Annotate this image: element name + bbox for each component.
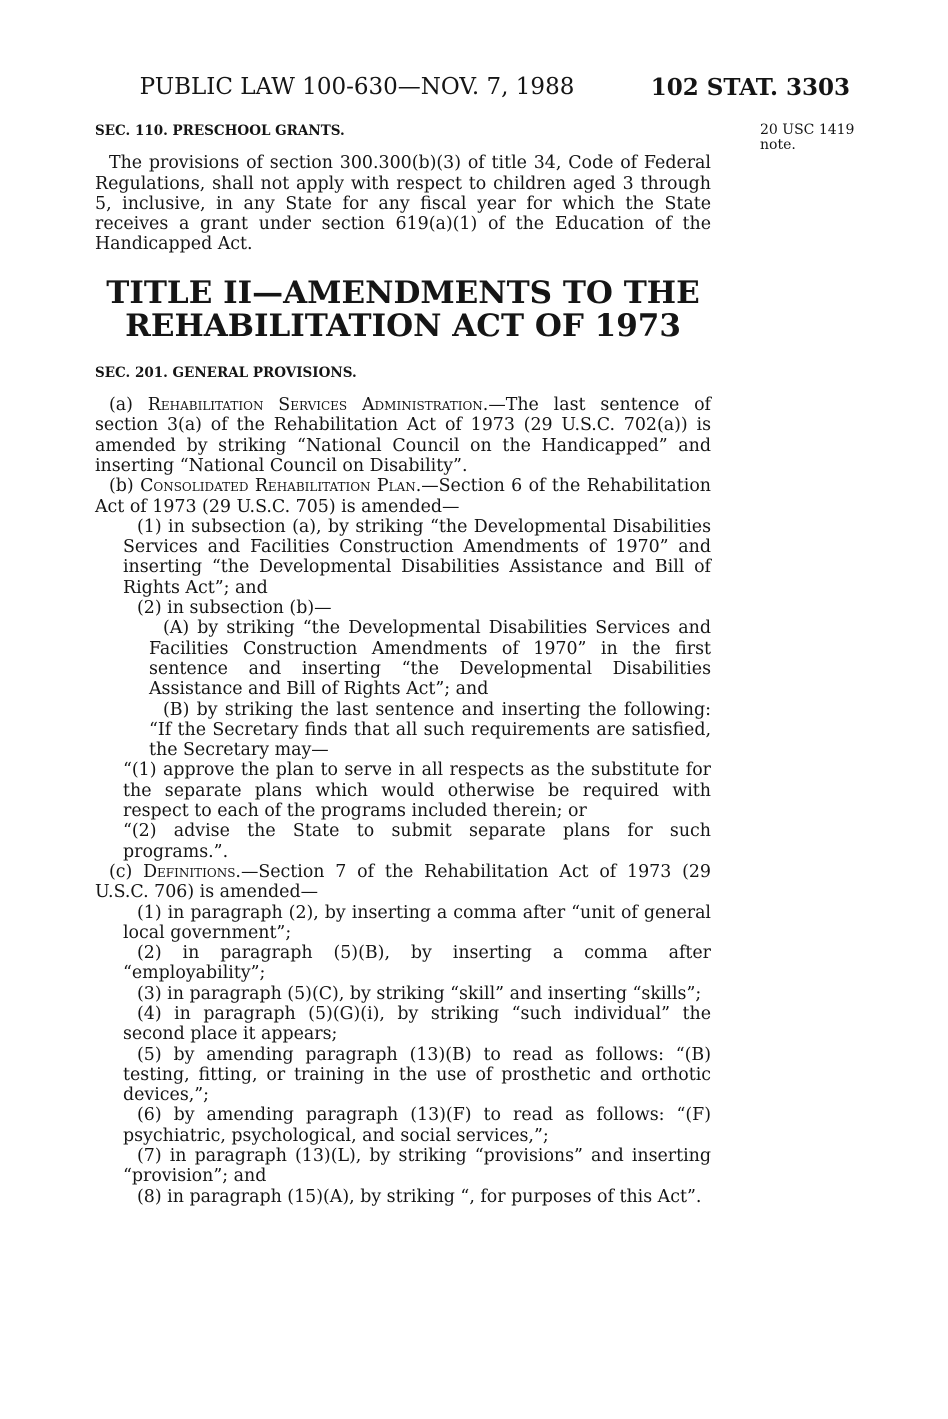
- subsection-b: [95, 476, 711, 517]
- margin-note-label: note.: [760, 137, 796, 153]
- quoted-paragraph-2: “(2) advise the State to submit separate plans for such programs.”.: [123, 821, 711, 862]
- subsection-c-label: (c): [109, 861, 144, 882]
- title-heading: [95, 274, 711, 344]
- paragraph-c3: (3) in paragraph (5)(C), by striking “skill” and inserting “skills”;: [137, 983, 702, 1004]
- paragraph-c4: (4) in paragraph (5)(G)(i), by striking “such individual” the second place it appears;: [123, 1003, 711, 1045]
- paragraph-c7: (7) in paragraph (13)(L), by striking “provisions” and inserting “provision”; and: [123, 1146, 711, 1187]
- subsection-a-text: .—The last sentence of section 3(a) of the Rehabilitation Act of 1973 (29 U.S.C. 702(a)) is amended by striking “National Council on the Handicapped” and inserting “National Council on Disability”.: [95, 395, 711, 476]
- subsection-c-caption: Definitions: [143, 861, 236, 882]
- paragraph-c1: (1) in paragraph (2), by inserting a comma after “unit of general local government”;: [123, 902, 711, 943]
- paragraph-c8: (8) in paragraph (15)(A), by striking “, for purposes of this Act”.: [137, 1186, 702, 1207]
- paragraph-c5: (5) by amending paragraph (13)(B) to read as follows: “(B) testing, fitting, or training in the use of prosthetic and orthotic devices,”;: [123, 1044, 711, 1106]
- subsection-b-text: .—Section 6 of the Rehabilitation Act of 1973 (29 U.S.C. 705) is amended—: [95, 476, 712, 517]
- subsection-c: [95, 862, 711, 903]
- subparagraph-b2B: (B) by striking the last sentence and inserting the following: “If the Secretary finds that all such requirements are satisfied, the Secretary may—: [149, 699, 711, 761]
- paragraph-b2: (2) in subsection (b)—: [137, 598, 332, 619]
- header-stat-page: 102 STAT. 3303: [650, 74, 850, 101]
- subsection-a-caption: Rehabilitation Services Administration: [147, 395, 483, 416]
- main-text: [95, 121, 711, 1207]
- paragraph-c2: (2) in paragraph (5)(B), by inserting a comma after “employability”;: [123, 943, 711, 984]
- subsection-c-text: .—Section 7 of the Rehabilitation Act of 1973 (29 U.S.C. 706) is amended—: [95, 861, 711, 903]
- paragraph-c6: (6) by amending paragraph (13)(F) to read as follows: “(F) psychiatric, psychological, and social services,”;: [123, 1105, 711, 1146]
- running-header: [0, 66, 948, 106]
- header-title: PUBLIC LAW 100-630—NOV. 7, 1988: [139, 74, 575, 100]
- margin-note-citation: 20 USC 1419: [760, 122, 855, 138]
- paragraph-b1: (1) in subsection (a), by striking “the Developmental Disabilities Services and Facilities Construction Amendments of 1970” and inserting “the Developmental Disabilities Assistance and Bill of Rights Act”; and: [123, 516, 711, 598]
- subsection-b-label: (b): [109, 476, 141, 497]
- title-line-1: TITLE II—AMENDMENTS TO THE: [106, 274, 700, 311]
- quoted-paragraph-1: “(1) approve the plan to serve in all respects as the substitute for the separate plans which would otherwise be required with respect to each of the programs included therein; or: [123, 760, 711, 822]
- subsection-a-label: (a): [109, 395, 148, 416]
- subsection-b-caption: Consolidated Rehabilitation Plan: [140, 476, 416, 497]
- subparagraph-b2A: (A) by striking “the Developmental Disabilities Services and Facilities Construction Amendments of 1970” in the first sentence and inserting “the Developmental Disabilities Assistance and Bill of Rights Act”; and: [149, 618, 711, 700]
- title-line-2: REHABILITATION ACT OF 1973: [125, 307, 681, 344]
- subsection-a: [95, 395, 711, 476]
- section-110-body: The provisions of section 300.300(b)(3) of title 34, Code of Federal Regulations, shall not apply with respect to children aged 3 through 5, inclusive, in any State for any fiscal year for which the State receives a grant under section 619(a)(1) of the Education of the Handicapped Act.: [95, 153, 711, 255]
- margin-note: [760, 123, 854, 153]
- section-110-heading: SEC. 110. PRESCHOOL GRANTS.: [95, 123, 345, 139]
- section-201-heading: SEC. 201. GENERAL PROVISIONS.: [95, 364, 357, 381]
